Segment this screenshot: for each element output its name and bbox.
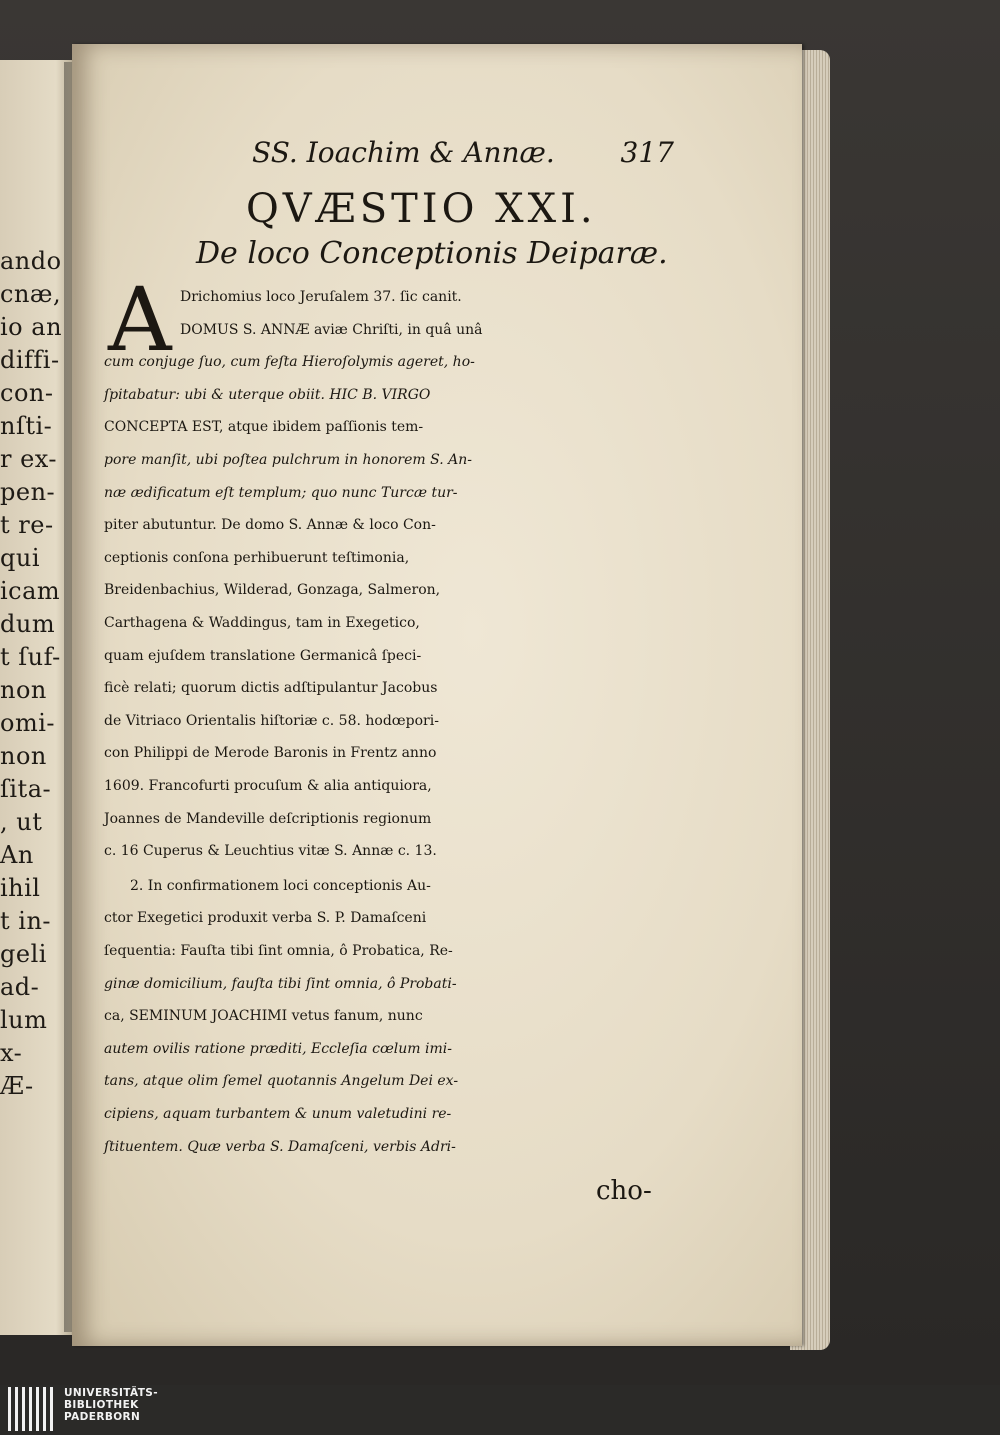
left-fragment: icam xyxy=(0,577,61,605)
left-fragment: cnæ, xyxy=(0,280,62,308)
left-fragment: non xyxy=(0,676,47,704)
left-fragment: non xyxy=(0,742,47,770)
left-fragment: t ſuf- xyxy=(0,643,61,671)
text-line: piter abutuntur. De domo S. Annæ & loco Con- xyxy=(104,517,436,534)
text-line: 2. In confirmationem loci conceptionis Au- xyxy=(130,877,431,894)
left-fragment: ando xyxy=(0,247,62,275)
text-line: con Philippi de Merode Baronis in Frentz anno xyxy=(104,745,437,762)
left-fragment: ihil xyxy=(0,874,41,902)
text-line: Drichomius loco Jeruſalem 37. ſic canit. xyxy=(180,289,462,305)
left-fragment: r ex- xyxy=(0,445,58,473)
library-line: PADERBORN xyxy=(64,1411,141,1423)
left-fragment: , ut xyxy=(0,808,43,836)
catchword: cho- xyxy=(596,1176,652,1206)
text-line: ceptionis conſona perhibuerunt teſtimonia, xyxy=(104,549,410,566)
running-head xyxy=(252,136,682,176)
text-line: ficè relati; quorum dictis adſtipulantur Jacobus xyxy=(104,680,438,697)
text-line: de Vitriaco Orientalis hiſtoriæ c. 58. hodœpori- xyxy=(104,712,439,729)
question-subtitle: De loco Conceptionis Deiparæ. xyxy=(196,236,668,271)
text-line: Carthagena & Waddingus, tam in Exegetico, xyxy=(104,615,420,631)
text-line: ſtituentem. Quæ verba S. Damaſceni, verbis Adri- xyxy=(104,1138,456,1155)
left-fragment: nſti- xyxy=(0,412,53,440)
text-line: CONCEPTA EST, atque ibidem paſſionis tem- xyxy=(104,419,424,436)
library-name xyxy=(64,1387,158,1423)
left-fragment: t re- xyxy=(0,511,54,539)
text-line: næ ædificatum eſt templum; quo nunc Turcæ tur- xyxy=(104,484,458,501)
drop-cap: A xyxy=(108,268,172,371)
left-fragment: t in- xyxy=(0,907,52,935)
left-fragment: omi- xyxy=(0,709,55,737)
text-line: cipiens, aquam turbantem & unum valetudini re- xyxy=(104,1106,452,1122)
text-line: ca, SEMINUM JOACHIMI vetus fanum, nunc xyxy=(104,1008,423,1025)
left-fragment: geli xyxy=(0,940,47,968)
left-page-text xyxy=(0,245,70,1103)
text-line: ginæ domicilium, fauſta tibi ſint omnia, ô Probati- xyxy=(104,975,457,992)
text-line: ctor Exegetici produxit verba S. P. Damaſceni xyxy=(104,910,427,927)
library-logo-icon xyxy=(8,1387,58,1431)
left-fragment: con- xyxy=(0,379,54,407)
text-line: quam ejuſdem translatione Germanicâ ſpeci- xyxy=(104,647,422,664)
left-fragment: ſita- xyxy=(0,775,52,803)
page-number: 317 xyxy=(620,136,674,169)
text-line: pore manſit, ubi poſtea pulchrum in honorem S. An- xyxy=(104,452,472,468)
left-fragment: dum xyxy=(0,610,56,638)
question-title: QVÆSTIO XXI. xyxy=(246,186,597,232)
library-line: BIBLIOTHEK xyxy=(64,1399,139,1411)
text-line: cum conjuge ſuo, cum feſta Hieroſolymis ageret, ho- xyxy=(104,354,475,371)
text-line: c. 16 Cuperus & Leuchtius vitæ S. Annæ c. 13. xyxy=(104,843,437,860)
left-fragment: Æ- xyxy=(0,1072,34,1100)
text-line: tans, atque olim ſemel quotannis Angelum Dei ex- xyxy=(104,1073,459,1090)
left-fragment: An xyxy=(0,841,34,869)
running-title: SS. Ioachim & Annæ. xyxy=(252,136,555,169)
left-fragment: qui xyxy=(0,544,40,572)
left-fragment: io an xyxy=(0,313,63,341)
text-line: DOMUS S. ANNÆ aviæ Chriſti, in quâ unâ xyxy=(180,321,483,338)
text-line: autem ovilis ratione præditi, Eccleſia cœlum imi- xyxy=(104,1040,452,1057)
text-line: Joannes de Mandeville deſcriptionis regionum xyxy=(104,810,432,827)
text-line: ſpitabatur: ubi & uterque obiit. HIC B. VIRGO xyxy=(104,386,431,403)
left-fragment: ad- xyxy=(0,973,40,1001)
left-fragment: diffi- xyxy=(0,346,60,374)
text-line: Breidenbachius, Wilderad, Gonzaga, Salmeron, xyxy=(104,582,441,599)
text-line: ſequentia: Fauſta tibi ſint omnia, ô Probatica, Re- xyxy=(104,943,453,959)
library-line: UNIVERSITÄTS- xyxy=(64,1387,159,1399)
left-fragment: x- xyxy=(0,1039,23,1067)
left-fragment: pen- xyxy=(0,478,56,506)
left-fragment: lum xyxy=(0,1006,48,1034)
text-line: 1609. Francofurti procuſum & alia antiquiora, xyxy=(104,778,432,794)
